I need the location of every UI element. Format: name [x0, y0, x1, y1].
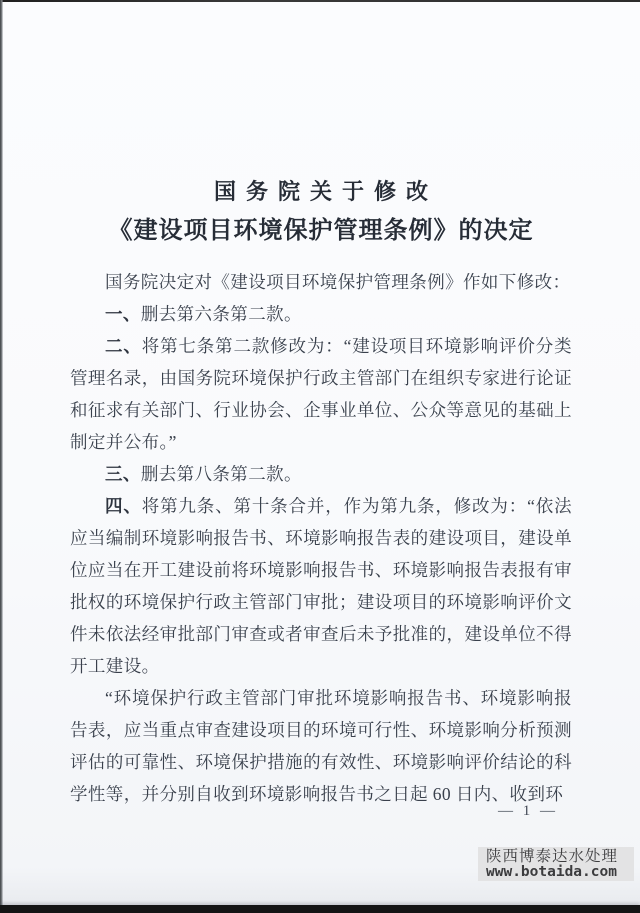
item-1-text: 删去第六条第二款。: [140, 304, 302, 324]
amendment-item-3: [70, 458, 572, 490]
document-title-line2: 《建设项目环境保护管理条例》的决定: [108, 218, 534, 244]
item-1-ordinal: 一、: [105, 304, 141, 324]
item-4-text: 将第九条、第十条合并，作为第九条，修改为：“依法应当编制环境影响报告书、环境影响报告表的建设项目，建设单位应当在开工建设前将环境影响报告书、环境影响报告表报有审批权的环境保护行政主管部门审批；建设项目的环境影响评价文件未依法经审批部门审查或者审查后未予批准的，建设单位不得开工建设。: [70, 496, 572, 676]
intro-text: 国务院决定对《建设项目环境保护管理条例》作如下修改：: [105, 272, 571, 292]
intro-paragraph: [70, 266, 572, 298]
watermark-company-name: 陕西博泰达水处理: [486, 848, 619, 865]
document-title-line1: 国务院关于修改: [213, 179, 438, 204]
document-body: [70, 266, 572, 810]
amendment-item-2: [70, 330, 572, 458]
page-number: — 1 —: [498, 803, 558, 819]
item-4-ordinal: 四、: [105, 496, 142, 516]
item-3-text: 删去第八条第二款。: [140, 464, 302, 484]
amendment-item-4: [70, 490, 572, 682]
item-2-text: 将第七条第二款修改为：“建设项目环境影响评价分类管理名录，由国务院环境保护行政主管部门在组织专家进行论证和征求有关部门、行业协会、企事业单位、公众等意见的基础上制定并公布。”: [70, 336, 572, 452]
item-2-ordinal: 二、: [105, 336, 142, 356]
watermark-badge: [478, 847, 634, 881]
amendment-item-1: [70, 298, 572, 330]
continuation-text: “环境保护行政主管部门审批环境影响报告书、环境影响报告表，应当重点审查建设项目的环境可行性、环境影响分析预测评估的可靠性、环境保护措施的有效性、环境影响评价结论的科学性等，并分别自收到环境影响报告书之日起 60 日内、收到环: [70, 688, 572, 804]
item-3-ordinal: 三、: [105, 464, 141, 484]
scan-bottom-bar: [0, 905, 640, 913]
watermark-website-url: www.botaida.com: [486, 864, 617, 880]
continuation-paragraph: [70, 682, 572, 810]
